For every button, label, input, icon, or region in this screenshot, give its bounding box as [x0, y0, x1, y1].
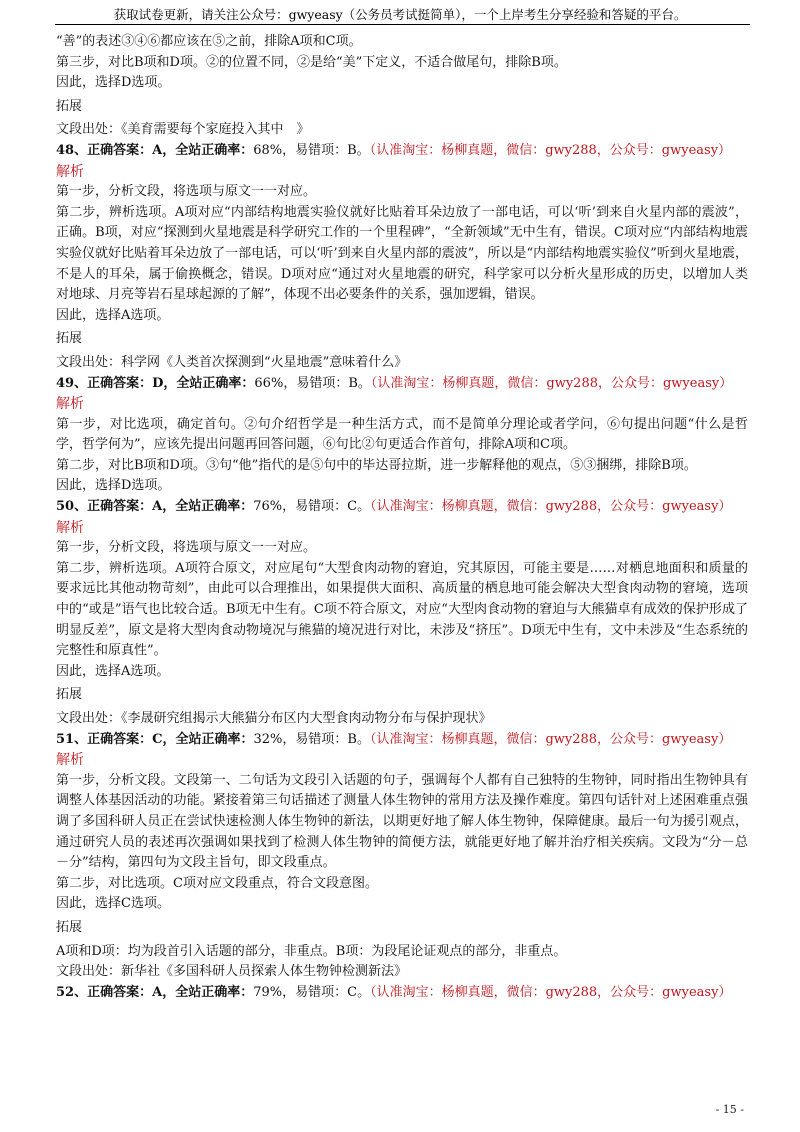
paragraph: A项和D项：均为段首引入话题的部分，非重点。B项：为段尾论证观点的部分，非重点。 — [56, 943, 567, 959]
page-number: - 15 - — [715, 1103, 744, 1116]
rate-label: ，全站正确率： — [162, 142, 254, 158]
answer-label: 、正确答案： — [74, 375, 153, 391]
common-wrong-option: ，易错项：B。 — [282, 731, 370, 747]
promo-note: （认准淘宝：杨柳真题，微信：gwy288，公众号：gwyeasy） — [369, 731, 732, 747]
expand-heading: 拓展 — [56, 331, 83, 347]
source-line: 文段出处：新华社《多国科研人员探索人体生物钟检测新法》 — [56, 964, 408, 980]
analysis-heading: 解析 — [56, 752, 84, 769]
promo-note: （认准淘宝：杨柳真题，微信：gwy288，公众号：gwyeasy） — [369, 142, 732, 158]
paragraph: 第一步，对比选项，确定首句。②句介绍哲学是一种生活方式，而不是简单分理论或者学问，⑥句提出问题“什么是哲学，哲学何为”，应该先提出问题再回答问题，⑥句比②句更适合作首句，排除A项和C项。 — [56, 416, 748, 453]
accuracy-rate: 76% — [253, 499, 283, 515]
answer-line-52 — [56, 983, 748, 1004]
answer-line-50 — [56, 497, 748, 518]
accuracy-rate: 32% — [253, 731, 283, 747]
answer-line-51 — [56, 730, 748, 751]
paragraph: 第二步，对比B项和D项。③句“他”指代的是⑤句中的毕达哥拉斯，进一步解释他的观点，⑤③捆绑，排除B项。 — [56, 457, 697, 473]
analysis-heading: 解析 — [56, 163, 84, 180]
answer-line-49 — [56, 374, 748, 395]
common-wrong-option: ，易错项：C。 — [282, 984, 371, 1000]
paragraph: 第二步，辨析选项。A项对应“内部结构地震实验仪就好比贴着耳朵边放了一部电话，可以‘听’到来自火星内部的震波”，正确。B项，对应“探测到火星地震是科学研究工作的一个里程碑”，“全新领域”无中生有，错误。C项对应“内部结构地震实验仪就好比贴着耳朵边放了一部电话，可以‘听’到来自火星内部的震波”，所以是“内部结构地震实验仪”听到火星地震，不是人的耳朵，属于偷换概念，错误。D项对应“通过对火星地震的研究，科学家可以分析火星形成的历史，以增加人类对地球、月亮等岩石星球起源的了解”，体现不出必要条件的关系，强加逻辑，错误。 — [56, 204, 748, 303]
expand-heading: 拓展 — [56, 919, 83, 935]
rate-label: ，全站正确率： — [163, 375, 255, 391]
rate-label: ，全站正确率： — [162, 499, 254, 515]
paragraph: 第三步，对比B项和D项。②的位置不同，②是给“美”下定义，不适合做尾句，排除B项。 — [56, 54, 567, 70]
answer-label: 、正确答案： — [74, 499, 153, 515]
paragraph: 因此，选择D选项。 — [56, 478, 171, 494]
correct-answer: D — [152, 375, 164, 391]
paragraph: 第一步，分析文段，将选项与原文一一对应。 — [56, 184, 317, 200]
promo-note: （认准淘宝：杨柳真题，微信：gwy288，公众号：gwyeasy） — [370, 375, 733, 391]
rate-label: ，全站正确率： — [162, 984, 254, 1000]
answer-label: 、正确答案： — [74, 984, 153, 1000]
paragraph: 因此，选择A选项。 — [56, 663, 170, 679]
paragraph: 第一步，分析文段。文段第一、二句话为文段引入话题的句子，强调每个人都有自己独特的生物钟，同时指出生物钟具有调整人体基因活动的功能。紧接着第三句话描述了测量人体生物钟的常用方法及操作难度。第四句话针对上述困难重点强调了多国科研人员正在尝试快速检测人体生物钟的新法，以期更好地了解人体生物钟，保障健康。最后一句为援引观点，通过研究人员的表述再次强调如果找到了检测人体生物钟的简便方法，就能更好地了解并治疗相关疾病。文段为“分－总－分”结构，第四句为文段主旨句，即文段重点。 — [56, 772, 748, 871]
correct-answer: A — [152, 142, 163, 158]
source-line: 文段出处：科学网《人类首次探测到“火星地震”意味着什么》 — [56, 354, 408, 370]
analysis-heading: 解析 — [56, 519, 84, 536]
promo-note: （认准淘宝：杨柳真题，微信：gwy288，公众号：gwyeasy） — [370, 984, 732, 1000]
paragraph: 因此，选择A选项。 — [56, 307, 170, 323]
common-wrong-option: ，易错项：B。 — [282, 142, 370, 158]
answer-label: 、正确答案： — [74, 142, 153, 158]
rate-label: ，全站正确率： — [162, 731, 254, 747]
correct-answer: A — [152, 984, 163, 1000]
promo-note: （认准淘宝：杨柳真题，微信：gwy288，公众号：gwyeasy） — [370, 499, 732, 515]
question-number: 50 — [56, 499, 75, 515]
correct-answer: A — [152, 499, 163, 515]
page-content — [56, 32, 748, 1003]
analysis-heading: 解析 — [56, 396, 84, 413]
paragraph: 第一步，分析文段，将选项与原文一一对应。 — [56, 540, 317, 556]
paragraph: 第二步，对比选项。C项对应文段重点，符合文段意图。 — [56, 875, 378, 891]
source-line: 文段出处：《美育需要每个家庭投入其中 》 — [56, 122, 310, 138]
header-rule — [55, 24, 750, 25]
common-wrong-option: ，易错项：B。 — [283, 375, 371, 391]
correct-answer: C — [152, 731, 163, 747]
paragraph: “善”的表述③④⑥都应该在⑤之前，排除A项和C项。 — [56, 34, 362, 49]
expand-heading: 拓展 — [56, 687, 83, 703]
question-number: 48 — [56, 142, 75, 158]
paragraph: 因此，选择C选项。 — [56, 896, 170, 912]
expand-heading: 拓展 — [56, 98, 83, 114]
question-number: 51 — [56, 731, 75, 747]
question-number: 49 — [56, 375, 75, 391]
paragraph: 第二步，辨析选项。A项符合原文，对应尾句“大型食肉动物的窘迫，究其原因，可能主要是……对栖息地面积和质量的要求远比其他动物苛刻”，由此可以合理推出，如果提供大面积、高质量的栖息地可能会解决大型食肉动物的窘境，选项中的“或是”语气也比较合适。B项无中生有。C项不符合原文，对应“大型肉食动物的窘迫与大熊猫卓有成效的保护形成了明显反差”，原文是将大型肉食动物境况与熊猫的境况进行对比，未涉及“挤压”。D项无中生有，文中未涉及“生态系统的完整性和原真性”。 — [56, 560, 748, 659]
question-number: 52 — [56, 984, 75, 1000]
accuracy-rate: 66% — [254, 375, 284, 391]
answer-line-48 — [56, 141, 748, 162]
source-line: 文段出处：《李晟研究组揭示大熊猫分布区内大型食肉动物分布与保护现状》 — [56, 711, 492, 726]
answer-label: 、正确答案： — [74, 731, 153, 747]
page-header: 获取试卷更新，请关注公众号：gwyeasy（公务员考试挺简单），一个上岸考生分享经验和答疑的平台。 — [113, 7, 687, 22]
accuracy-rate: 79% — [253, 984, 283, 1000]
accuracy-rate: 68% — [253, 142, 283, 158]
paragraph: 因此，选择D选项。 — [56, 75, 171, 91]
common-wrong-option: ，易错项：C。 — [282, 499, 371, 515]
